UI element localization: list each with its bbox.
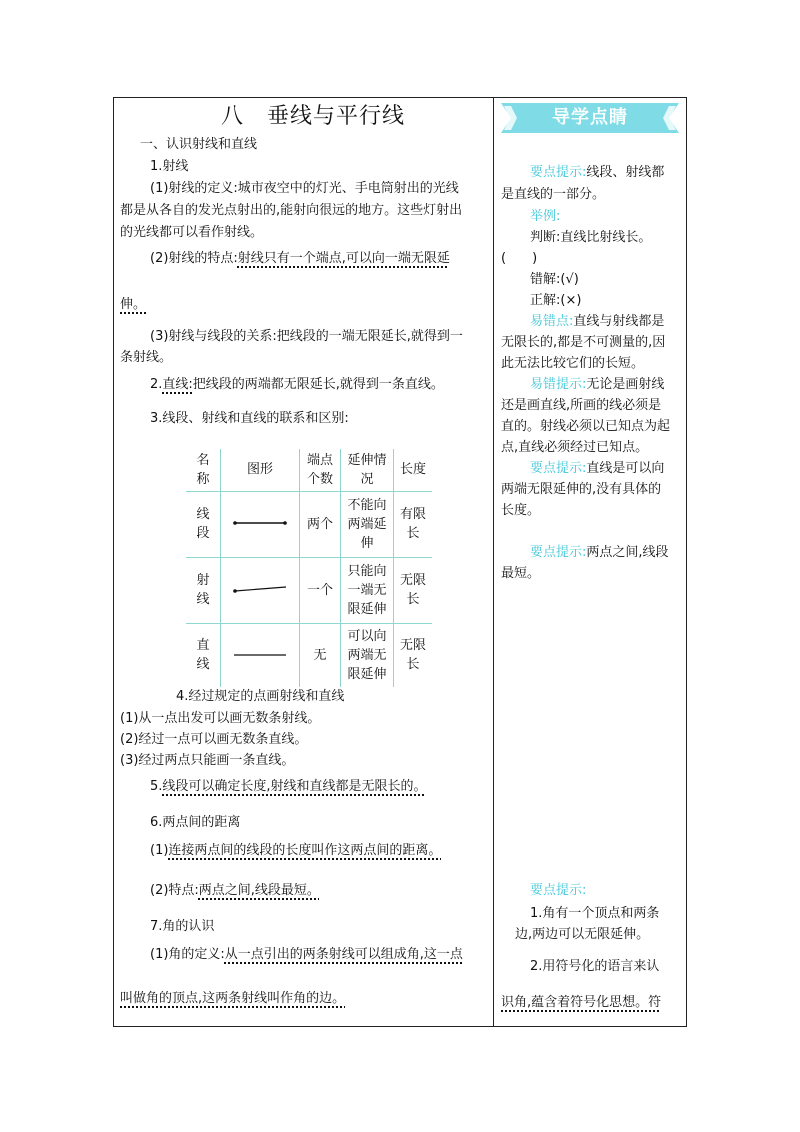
tip-4-item2-line2: 识角,蕴含着符号化思想。符 xyxy=(501,995,662,1010)
row-length: 有限长 xyxy=(394,491,433,557)
ray-feature-line2 xyxy=(120,296,146,314)
draw-rule-2: (2)经过一点可以画无数条直线。 xyxy=(120,732,308,747)
ray-feature-text: 射线只有一个端点,可以向一端无限延 xyxy=(237,251,450,266)
row-figure-line xyxy=(221,623,300,687)
distance-definition-text: 连接两点间的线段的长度叫作这两点间的距离。 xyxy=(168,843,442,858)
table-row xyxy=(186,491,432,557)
tip-1-line2: 是直线的一部分。 xyxy=(501,187,606,202)
distance-definition-label: (1) xyxy=(150,843,169,858)
angle-definition-text: 从一点引出的两条射线可以组成角,这一点 xyxy=(224,947,463,962)
error-point-line3: 此无法比较它们的长短。 xyxy=(501,356,645,371)
comparison-table xyxy=(186,449,432,687)
point-5-number: 5. xyxy=(150,779,163,794)
row-name: 射线 xyxy=(186,557,221,623)
distance-feature xyxy=(150,882,320,900)
ray-definition-line3: 的光线都可以看作射线。 xyxy=(120,225,264,240)
row-ends: 两个 xyxy=(300,491,341,557)
wrong-answer: 错解:(√) xyxy=(530,272,579,287)
guide-banner xyxy=(501,103,679,133)
tip-4-label: 要点提示: xyxy=(530,883,587,898)
angle-definition-text-end: 叫做角的顶点,这两条射线叫作角的边。 xyxy=(120,991,346,1006)
ray-feature-text-end: 伸。 xyxy=(120,297,147,312)
tip-2-line2: 两端无限延伸的,没有具体的 xyxy=(501,482,662,497)
row-extend: 不能向两端延伸 xyxy=(341,491,394,557)
section-heading: 一、认识射线和直线 xyxy=(140,137,258,152)
distance-heading: 6.两点间的距离 xyxy=(150,815,241,830)
error-point-label: 易错点: xyxy=(530,314,574,329)
row-length: 无限长 xyxy=(394,623,433,687)
error-hint-label: 易错提示: xyxy=(530,377,587,392)
header-figure: 图形 xyxy=(221,449,300,491)
table-row xyxy=(186,623,432,687)
line-definition xyxy=(150,376,444,394)
point-5-text: 线段可以确定长度,射线和直线都是无限长的。 xyxy=(162,779,427,794)
row-figure-ray xyxy=(221,557,300,623)
table-row xyxy=(186,557,432,623)
distance-definition xyxy=(150,842,441,860)
tip-label: 要点提示: xyxy=(530,545,587,560)
tip-label: 要点提示: xyxy=(530,165,587,180)
table-header-row xyxy=(186,449,432,491)
header-extend: 延伸情况 xyxy=(341,449,394,491)
row-extend: 可以向两端无限延伸 xyxy=(341,623,394,687)
segment-figure xyxy=(230,518,290,528)
draw-rule-1: (1)从一点出发可以画无数条射线。 xyxy=(120,711,321,726)
correct-answer: 正解:(×) xyxy=(530,293,582,308)
ray-relation-line1: (3)射线与线段的关系:把线段的一端无限延长,就得到一 xyxy=(150,329,463,344)
ray-feature-label: (2)射线的特点: xyxy=(150,251,238,266)
compare-heading: 3.线段、射线和直线的联系和区别: xyxy=(150,411,349,426)
banner-title: 导学点睛 xyxy=(552,107,628,128)
ray-feature-line1 xyxy=(150,250,450,268)
error-hint-line4: 点,直线必须经过已知点。 xyxy=(501,440,649,455)
tip-2-line3: 长度。 xyxy=(501,503,541,518)
row-extend: 只能向一端无限延伸 xyxy=(341,557,394,623)
header-length: 长度 xyxy=(394,449,433,491)
ray-figure xyxy=(230,584,290,594)
header-ends: 端点个数 xyxy=(300,449,341,491)
tip-4-item1-line2: 边,两边可以无限延伸。 xyxy=(515,927,650,942)
error-point-line2: 无限长的,都是不可测量的,因 xyxy=(501,335,666,350)
tip-label: 要点提示: xyxy=(530,461,587,476)
angle-definition-line1 xyxy=(150,946,463,964)
ray-relation-line2: 条射线。 xyxy=(120,350,173,365)
row-name: 直线 xyxy=(186,623,221,687)
ray-definition-line2: 都是从各自的发光点射出的,能射向很远的地方。这些灯射出 xyxy=(120,203,463,218)
error-hint-line3: 直的。射线必须以已知点为起 xyxy=(501,419,671,434)
error-hint-line2: 还是画直线,所画的线必须是 xyxy=(501,398,662,413)
page-title: 八 垂线与平行线 xyxy=(221,104,406,129)
tip-3-line2: 最短。 xyxy=(501,566,541,581)
distance-feature-text: 两点之间,线段最短。 xyxy=(198,883,320,898)
distance-feature-label: (2)特点: xyxy=(150,883,199,898)
line-definition-text: 把线段的两端都无限延长,就得到一条直线。 xyxy=(192,377,444,392)
angle-definition-line2 xyxy=(120,990,345,1008)
header-name: 名称 xyxy=(186,449,221,491)
row-ends: 一个 xyxy=(300,557,341,623)
tip-4-item2-line1: 2.用符号化的语言来认 xyxy=(530,959,660,974)
point-5 xyxy=(150,778,427,796)
tip-2-line1: 要点提示:直线是可以向 xyxy=(530,461,665,476)
ray-definition-line1: (1)射线的定义:城市夜空中的灯光、手电筒射出的光线 xyxy=(150,181,459,196)
line-figure xyxy=(230,649,290,659)
row-ends: 无 xyxy=(300,623,341,687)
error-hint-line1: 易错提示:无论是画射线 xyxy=(530,377,665,392)
draw-heading: 4.经过规定的点画射线和直线 xyxy=(176,689,345,704)
angle-heading: 7.角的认识 xyxy=(150,919,215,934)
ray-heading: 1.射线 xyxy=(150,159,189,174)
error-point-line1: 易错点:直线与射线都是 xyxy=(530,314,665,329)
angle-definition-label: (1)角的定义: xyxy=(150,947,225,962)
row-figure-segment xyxy=(221,491,300,557)
line-definition-number: 2. xyxy=(150,377,163,392)
line-definition-label: 直线: xyxy=(162,377,193,392)
row-length: 无限长 xyxy=(394,557,433,623)
answer-parentheses: ( ) xyxy=(501,251,538,266)
column-divider xyxy=(493,97,494,1027)
example-label: 举例: xyxy=(530,209,561,224)
draw-rule-3: (3)经过两点只能画一条直线。 xyxy=(120,753,295,768)
row-name: 线段 xyxy=(186,491,221,557)
tip-4-item1-line1: 1.角有一个顶点和两条 xyxy=(530,906,660,921)
tip-3-line1: 要点提示:两点之间,线段 xyxy=(530,545,669,560)
example-question: 判断:直线比射线长。 xyxy=(530,230,652,245)
tip-1-line1: 要点提示:线段、射线都 xyxy=(530,165,665,180)
